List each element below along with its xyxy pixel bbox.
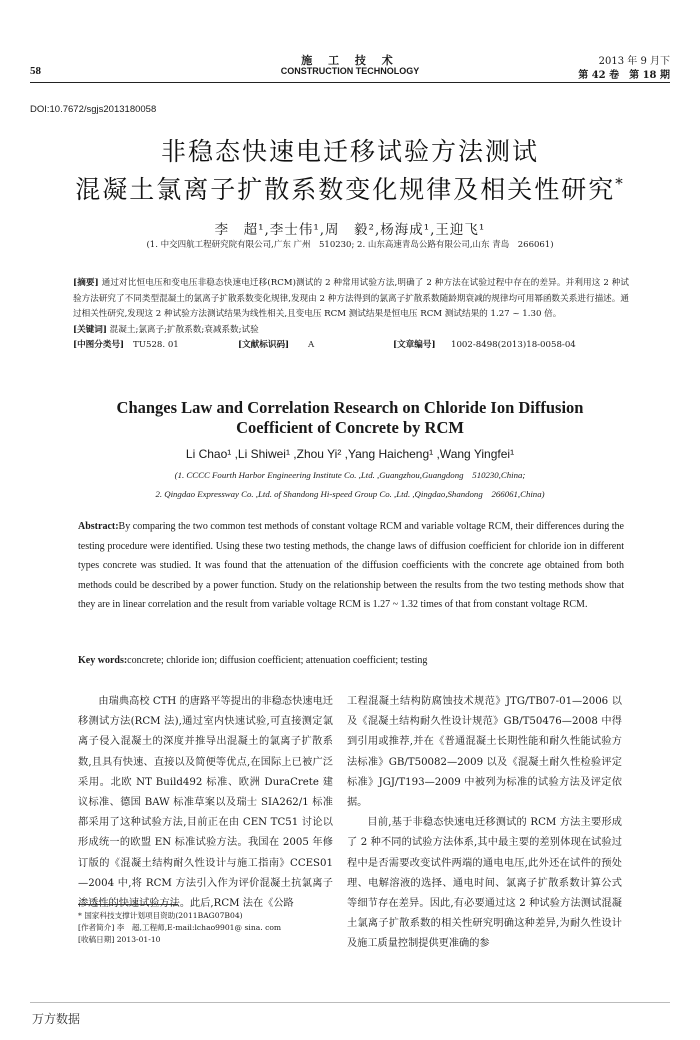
footnote-received: [收稿日期] 2013-01-10 [78,935,161,944]
title-cn-line2 [30,170,670,206]
title-en-line2: Coefficient of Concrete by RCM [236,418,464,437]
issue-date: 2013 年 9 月下 [598,56,670,67]
article-value: 1002-8498(2013)18-0058-04 [451,340,576,351]
body-column-left [78,692,333,914]
journal-title-cn: 施 工 技 术 [301,54,399,67]
abstract-cn-text: 通过对比恒电压和变电压非稳态快速电迁移(RCM)测试的 2 种常用试验方法,明确了 2 种方法在试验过程中存在的差异。并利用这 2 种试验方法研究了不同类型混凝土的氯离子扩散系数变化规律,发现由 2 种方法得到的氯离子扩散系数随龄期衰减的规律均可用幂函数关系进行描述。通过相关性研究,发现这 2 种试验方法测试结果为线性相关,且变电压 RCM 测试结果是恒电压 RCM 测试结果的 1.27 ~ 1.30 倍。 [73,278,630,320]
classification-row [73,338,629,354]
watermark: 万方数据 [32,1012,81,1026]
journal-title-en: CONSTRUCTION TECHNOLOGY [280,66,420,76]
abstract-cn-label: [摘要] [73,278,99,288]
header-rule [30,82,670,83]
affiliation-cn: (1. 中交四航工程研究院有限公司,广东 广州 510230; 2. 山东高速青岛公路有限公司,山东 青岛 266061) [146,240,554,250]
keywords-cn [73,323,629,339]
abstract-en [78,517,624,615]
doi: DOI:10.7672/sgjs2013180058 [30,104,157,115]
doccode-label: [文献标识码] [238,340,290,351]
footnote-author: [作者简介] 李 超,工程师,E-mail:lchao9901@ sina. com [78,923,282,932]
title-footnote-mark: * [615,174,625,193]
keywords-en-text: concrete; chloride ion; diffusion coefficient; attenuation coefficient; testing [127,655,428,666]
clc-label: [中图分类号] [73,340,125,351]
abstract-en-text: By comparing the two common test methods of constant voltage RCM and variable voltage RCM, their differences during the testing procedure were identified. Using these two testing methods, the change laws of diffusion coefficient for chloride ion in different types concrete was studied. It was found that the attenuation of the diffusion coefficients with the concrete age obtained from both methods could be described by a power function. Study on the relationship between the results from the two testing methods show that they are in linear correlation and the result from variable voltage RCM is 1.27 ~ 1.32 times of that from constant voltage RCM. [78,521,624,610]
keywords-cn-text: 混凝土;氯离子;扩散系数;衰减系数;试验 [109,324,259,335]
body-paragraph: 工程混凝土结构防腐蚀技术规范》JTG/TB07-01—2006 以及《混凝土结构耐久性设计规范》GB/T50476—2008 中得到引用或推荐,并在《普通混凝土长期性能和耐久性能试验方法标准》GB/T50082—2009 以及《混凝土耐久性检验评定标准》JGJ/T193—2009 中被列为标准的试验方法及评定依据。 [347,696,622,809]
title-cn-line2-text: 混凝土氯离子扩散系数变化规律及相关性研究 [75,175,616,204]
authors-en: Li Chao¹ ,Li Shiwei¹ ,Zhou Yi² ,Yang Haicheng¹ ,Wang Yingfei¹ [185,447,515,461]
footnote-fund: * 国家科技支撑计划项目资助(2011BAG07B04) [78,911,243,920]
keywords-cn-label: [关键词] [73,324,107,335]
affiliation-en-line1: (1. CCCC Fourth Harbor Engineering Institute Co. ,Ltd. ,Guangzhou,Guangdong 510230,China; [174,470,526,480]
body-paragraph: 由瑞典高校 CTH 的唐路平等提出的非稳态快速电迁移测试方法(RCM 法),通过室内快速试验,可直接测定氯离子侵入混凝土的深度并推导出混凝土的氯离子扩散系数,且具有快速、直接以及简便等优点,在国际上已被广泛采用。北欧 NT Build492 标准、欧洲 DuraCrete 建议标准、德国 BAW 标准草案以及瑞士 SIA262/1 标准都采用了这种试验方法,目前正在由 CEN TC51 讨论以形成统一的欧盟 EN 标准试验方法。我国在 2005 年修订版的《混凝土结构耐久性设计与施工指南》CCES01—2004 中,将 RCM 方法引入作为评价混凝土抗氯离子渗透性的快速试验方法。此后,RCM 法在《公路 [78,696,333,910]
footnote-rule [78,904,178,905]
article-label: [文章编号] [393,340,436,351]
title-en-line1: Changes Law and Correlation Research on Chloride Ion Diffusion [116,398,584,417]
authors-cn: 李 超¹,李士伟¹,周 毅²,杨海成¹,王迎飞¹ [214,222,486,238]
abstract-cn-body [73,276,629,323]
page-number: 58 [30,65,41,77]
body-paragraph: 目前,基于非稳态快速电迁移测试的 RCM 方法主要形成了 2 种不同的试验方法体系,其中最主要的差别体现在试验过程中是否需要改变试件两端的通电电压,此外还在试件的预处理、电解溶液的选择、通电时间、氯离子扩散系数计算公式等细节存在差异。因此,有必要通过这 2 种试验方法测试混凝土氯离子扩散系数的相关性研究明确这种差异,为耐久性设计及施工质量控制提供更准确的参 [347,817,622,950]
volume-issue: 第 42 卷 第 18 期 [578,70,670,81]
abstract-cn [73,276,629,354]
clc-value: TU528. 01 [133,340,179,351]
footer-rule [30,1002,670,1003]
doccode-value: A [308,340,315,351]
body-column-right [347,692,622,955]
affiliation-en-line2: 2. Qingdao Expressway Co. ,Ltd. of Shandong Hi-speed Group Co. ,Ltd. ,Qingdao,Shandong 266061,China) [155,489,545,499]
title-cn-line1: 非稳态快速电迁移试验方法测试 [160,137,539,166]
keywords-en-label: Key words: [78,655,128,666]
abstract-en-label: Abstract: [78,521,119,532]
keywords-en [78,655,624,666]
